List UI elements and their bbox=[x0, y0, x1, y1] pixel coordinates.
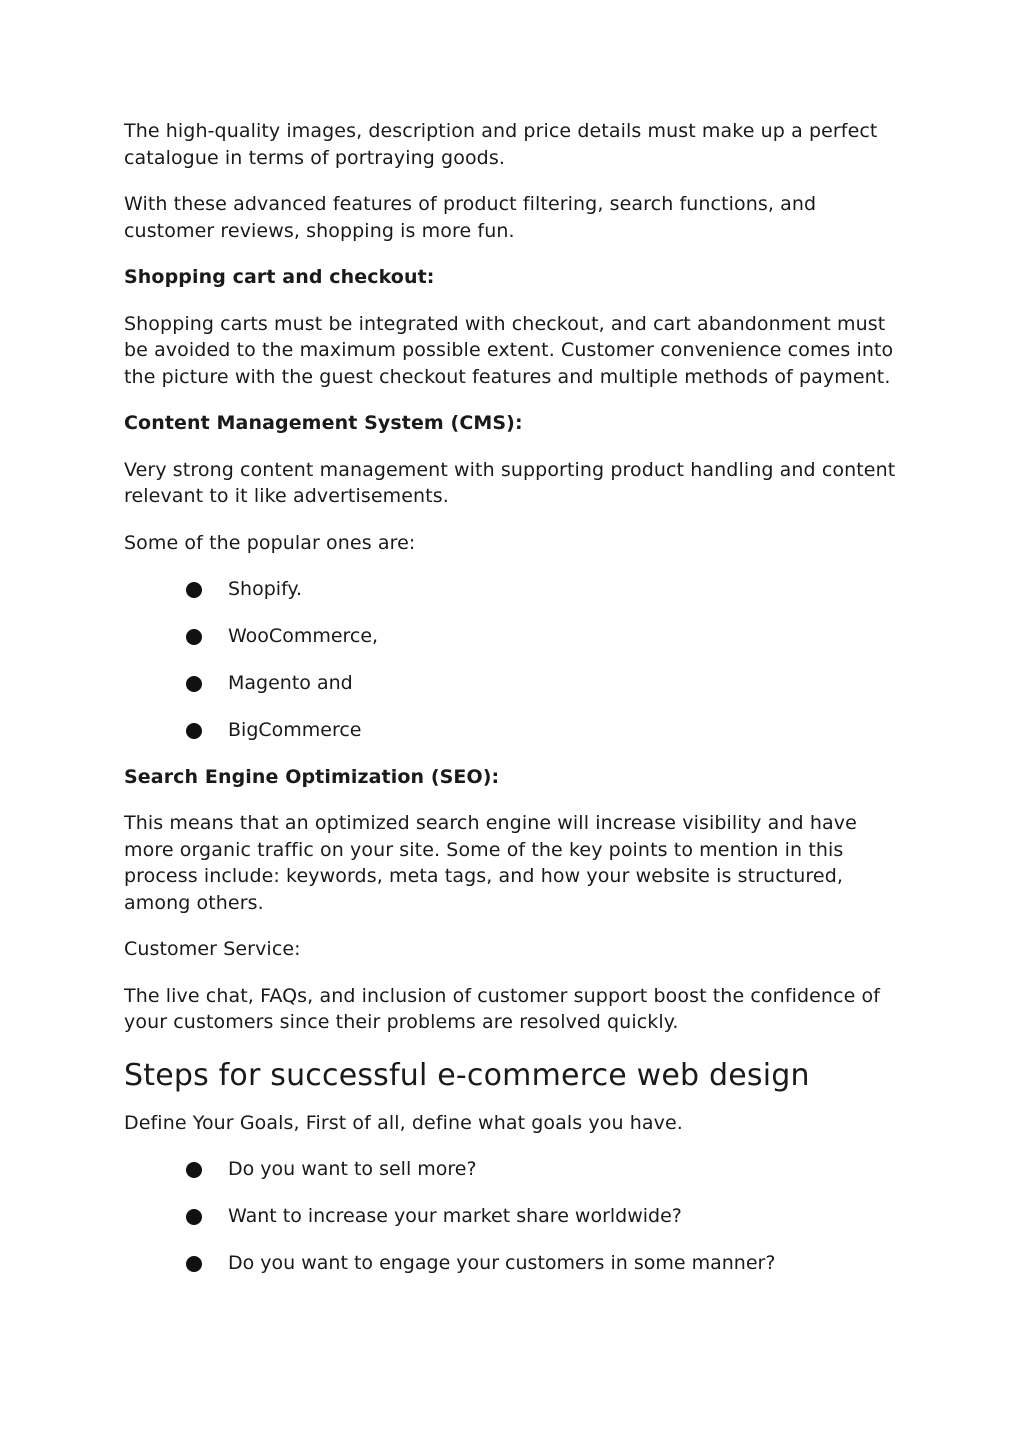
paragraph-cms: Very strong content management with supporting product handling and content relevant to it like advertisements. bbox=[124, 458, 896, 507]
bullet-icon bbox=[186, 1162, 202, 1178]
paragraph-catalogue: The high-quality images, description and price details must make up a perfect catalogue in terms of portraying goods. bbox=[124, 120, 878, 169]
list-item bbox=[124, 670, 904, 697]
paragraph-seo: This means that an optimized search engine will increase visibility and have more organic traffic on your site. Some of the key points to mention in this process include: keywords, meta tags, and how your website is structured, among others. bbox=[124, 812, 857, 914]
paragraph-features: With these advanced features of product filtering, search functions, and customer reviews, shopping is more fun. bbox=[124, 193, 817, 242]
paragraph-cart: Shopping carts must be integrated with checkout, and cart abandonment must be avoided to the maximum possible extent. Customer convenience comes into the picture with the guest checkout features and multiple methods of payment. bbox=[124, 312, 894, 388]
document-page bbox=[124, 118, 904, 1297]
list-item-text: WooCommerce, bbox=[228, 625, 379, 647]
list-item bbox=[124, 1156, 904, 1183]
cms-list bbox=[124, 576, 904, 744]
section-heading: Steps for successful e-commerce web design bbox=[124, 1057, 810, 1093]
list-item bbox=[124, 1203, 904, 1230]
bullet-icon bbox=[186, 723, 202, 739]
paragraph-popular: Some of the popular ones are: bbox=[124, 531, 416, 554]
paragraph-customer-service: The live chat, FAQs, and inclusion of customer support boost the confidence of your customers since their problems are resolved quickly. bbox=[124, 984, 881, 1033]
list-item-text: Do you want to sell more? bbox=[228, 1158, 477, 1180]
paragraph-customer-service-label: Customer Service: bbox=[124, 938, 301, 960]
list-item bbox=[124, 576, 904, 603]
list-item-text: Do you want to engage your customers in some manner? bbox=[228, 1252, 776, 1274]
list-item bbox=[124, 623, 904, 650]
list-item bbox=[124, 717, 904, 744]
list-item bbox=[124, 1250, 904, 1277]
list-item-text: Magento and bbox=[228, 672, 353, 694]
bullet-icon bbox=[186, 582, 202, 598]
bullet-icon bbox=[186, 1209, 202, 1225]
paragraph-define-goals: Define Your Goals, First of all, define what goals you have. bbox=[124, 1111, 683, 1134]
list-item-text: Want to increase your market share worldwide? bbox=[228, 1205, 682, 1227]
subheading-seo: Search Engine Optimization (SEO): bbox=[124, 765, 500, 788]
bullet-icon bbox=[186, 676, 202, 692]
bullet-icon bbox=[186, 1256, 202, 1272]
list-item-text: Shopify. bbox=[228, 578, 302, 600]
list-item-text: BigCommerce bbox=[228, 719, 362, 741]
subheading-cart-checkout: Shopping cart and checkout: bbox=[124, 266, 435, 288]
subheading-cms: Content Management System (CMS): bbox=[124, 412, 523, 434]
goals-list bbox=[124, 1156, 904, 1277]
bullet-icon bbox=[186, 629, 202, 645]
